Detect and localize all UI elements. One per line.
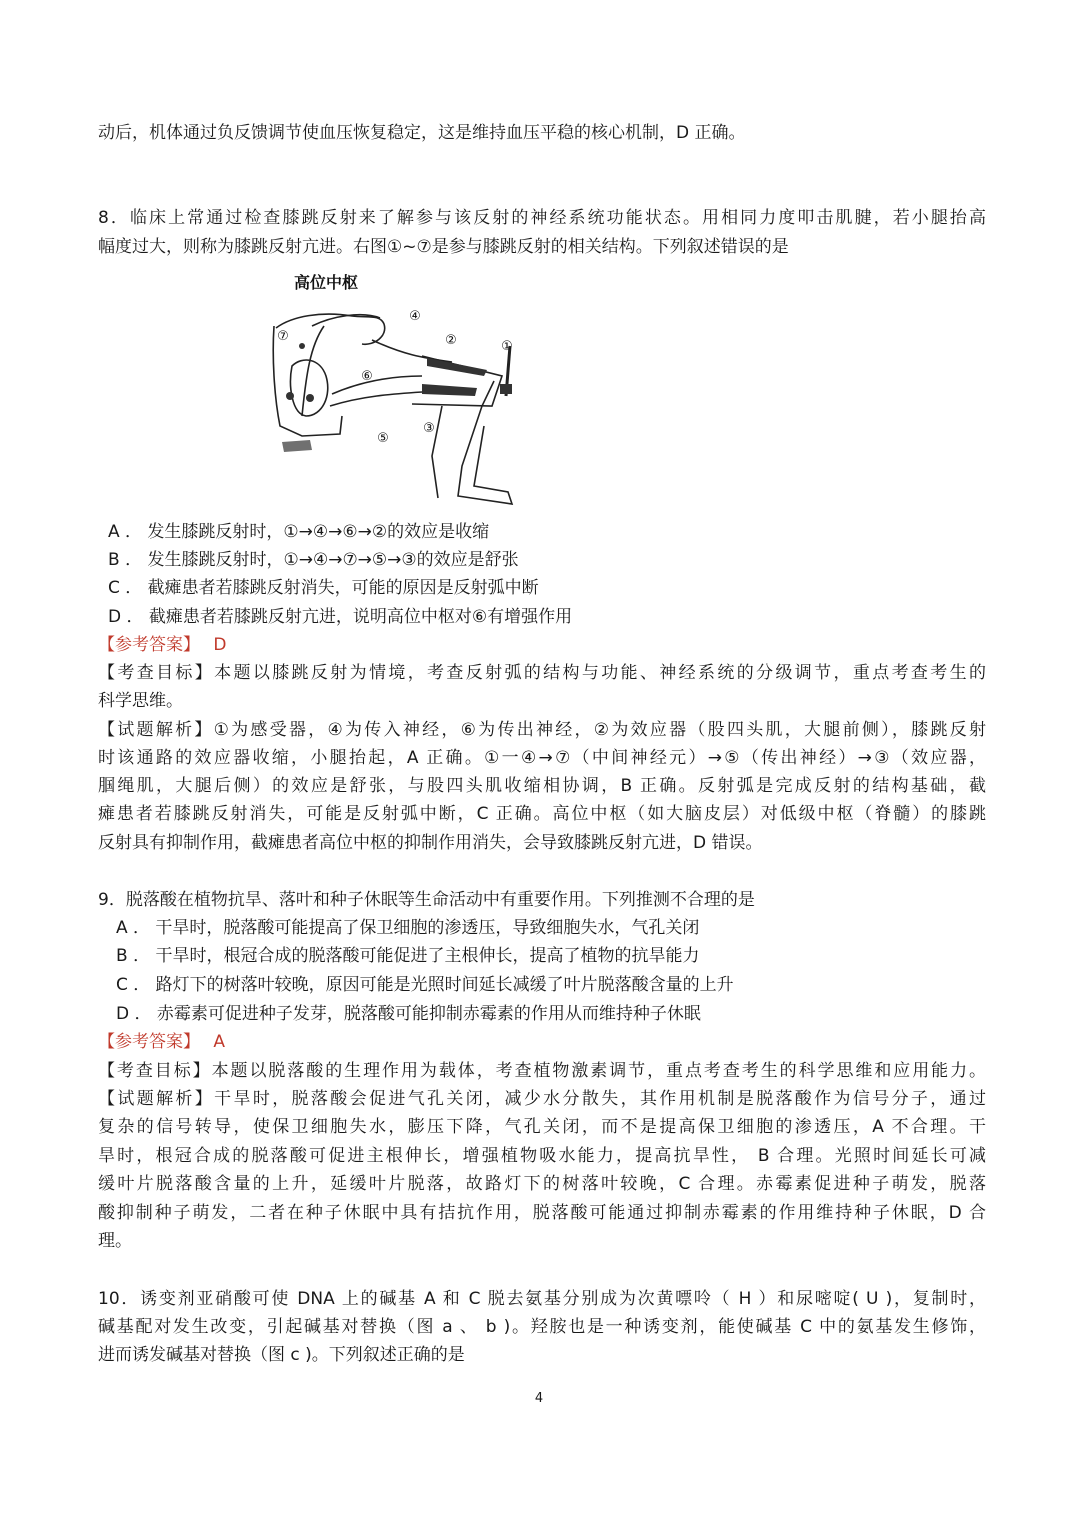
- q8-option-c: C ． 截瘫患者若膝跳反射消失，可能的原因是反射弧中断: [108, 578, 539, 598]
- q9-answer: [98, 1034, 225, 1051]
- figure-label-1: ①: [501, 339, 513, 354]
- q8-answer-value: D: [213, 635, 227, 655]
- q10-stem-line3: 进而诱发碱基对替换（图 c )。下列叙述正确的是: [98, 1345, 465, 1365]
- q9-answer-value: A: [213, 1032, 226, 1052]
- q9-analysis-line3: 旱时，根冠合成的脱落酸可促进主根伸长，增强植物吸水能力，提高抗旱性， B 合理。光照时间延长可减: [98, 1146, 986, 1166]
- q8-option-d: D ． 截瘫患者若膝跳反射亢进，说明高位中枢对⑥有增强作用: [108, 607, 573, 627]
- q8-answer-label: 【参考答案】: [98, 635, 200, 655]
- q9-analysis-line6: 理。: [98, 1231, 132, 1251]
- q8-stem-line2: 幅度过大，则称为膝跳反射亢进。右图①~⑦是参与膝跳反射的相关结构。下列叙述错误的是: [98, 237, 789, 257]
- q9-analysis-line2: 复杂的信号转导，使保卫细胞失水，膨压下降，气孔关闭，而不是提高保卫细胞的渗透压，A 不合理。干: [98, 1117, 986, 1137]
- figure-label-3: ③: [423, 421, 435, 436]
- q9-option-a: A ． 干旱时，脱落酸可能提高了保卫细胞的渗透压，导致细胞失水，气孔关闭: [116, 918, 700, 938]
- figure-label-2: ②: [445, 333, 457, 348]
- q8-option-a: A ． 发生膝跳反射时，①→④→⑥→②的效应是收缩: [108, 522, 490, 542]
- q8-target-line1: 【考查目标】本题以膝跳反射为情境，考查反射弧的结构与功能、神经系统的分级调节，重点考查考生的: [98, 663, 986, 683]
- q10-stem-line1: 10．诱变剂亚硝酸可使 DNA 上的碱基 A 和 C 脱去氨基分别成为次黄嘌呤（ H ）和尿嘧啶( U )，复制时，: [98, 1289, 986, 1309]
- q9-analysis-line4: 缓叶片脱落酸含量的上升，延缓叶片脱落，故路灯下的树落叶较晚，C 合理。赤霉素促进种子萌发，脱落: [98, 1174, 986, 1194]
- figure-title-higher-center: 高位中枢: [294, 273, 359, 292]
- q9-answer-label: 【参考答案】: [98, 1032, 200, 1052]
- q10-stem-line2: 碱基配对发生改变，引起碱基对替换（图 a 、 b )。羟胺也是一种诱变剂，能使碱基 C 中的氨基发生修饰，: [98, 1317, 986, 1337]
- q9-target: 【考查目标】本题以脱落酸的生理作用为载体，考查植物激素调节，重点考查考生的科学思维和应用能力。: [98, 1061, 986, 1081]
- q8-answer: [98, 637, 227, 654]
- q8-analysis-line5: 反射具有抑制作用，截瘫患者高位中枢的抑制作用消失，会导致膝跳反射亢进，D 错误。: [98, 833, 763, 853]
- q8-stem-line1: 8．临床上常通过检查膝跳反射来了解参与该反射的神经系统功能状态。用相同力度叩击肌腱，若小腿抬高: [98, 208, 986, 228]
- q9-option-b: B ． 干旱时，根冠合成的脱落酸可能促进了主根伸长，提高了植物的抗旱能力: [116, 946, 700, 966]
- continuation-text: 动后，机体通过负反馈调节使血压恢复稳定，这是维持血压平稳的核心机制，D 正确。: [98, 123, 746, 143]
- knee-reflex-diagram: [262, 266, 524, 516]
- q9-analysis-line1: 【试题解析】干旱时，脱落酸会促进气孔关闭，减少水分散失，其作用机制是脱落酸作为信号分子，通过: [98, 1089, 986, 1109]
- figure-label-7: ⑦: [277, 329, 289, 344]
- q9-option-d: D ． 赤霉素可促进种子发芽，脱落酸可能抑制赤霉素的作用从而维持种子休眠: [116, 1004, 701, 1024]
- q8-analysis-line1: 【试题解析】①为感受器，④为传入神经，⑥为传出神经，②为效应器（股四头肌，大腿前侧），膝跳反射: [98, 720, 986, 740]
- page-number: 4: [534, 1391, 544, 1406]
- q8-analysis-line4: 瘫患者若膝跳反射消失，可能是反射弧中断，C 正确。高位中枢（如大脑皮层）对低级中枢（脊髓）的膝跳: [98, 804, 986, 824]
- figure-label-6: ⑥: [361, 369, 373, 384]
- q8-analysis-line3: 腘绳肌，大腿后侧）的效应是舒张，与股四头肌收缩相协调，B 正确。反射弧是完成反射的结构基础，截: [98, 776, 986, 796]
- figure-label-5: ⑤: [377, 431, 389, 446]
- knee-reflex-drawing: [262, 266, 524, 516]
- q8-analysis-line2: 时该通路的效应器收缩，小腿抬起，A 正确。①一④→⑦（中间神经元）→⑤（传出神经）→③（效应器，: [98, 748, 986, 768]
- figure-label-4: ④: [409, 309, 421, 324]
- q9-option-c: C ． 路灯下的树落叶较晚，原因可能是光照时间延长减缓了叶片脱落酸含量的上升: [116, 975, 734, 995]
- q9-stem: 9．脱落酸在植物抗旱、落叶和种子休眠等生命活动中有重要作用。下列推测不合理的是: [98, 890, 755, 910]
- q9-analysis-line5: 酸抑制种子萌发，二者在种子休眠中具有拮抗作用，脱落酸可能通过抑制赤霉素的作用维持种子休眠，D 合: [98, 1203, 986, 1223]
- q8-option-b: B ． 发生膝跳反射时，①→④→⑦→⑤→③的效应是舒张: [108, 550, 519, 570]
- q8-target-line2: 科学思维。: [98, 691, 183, 711]
